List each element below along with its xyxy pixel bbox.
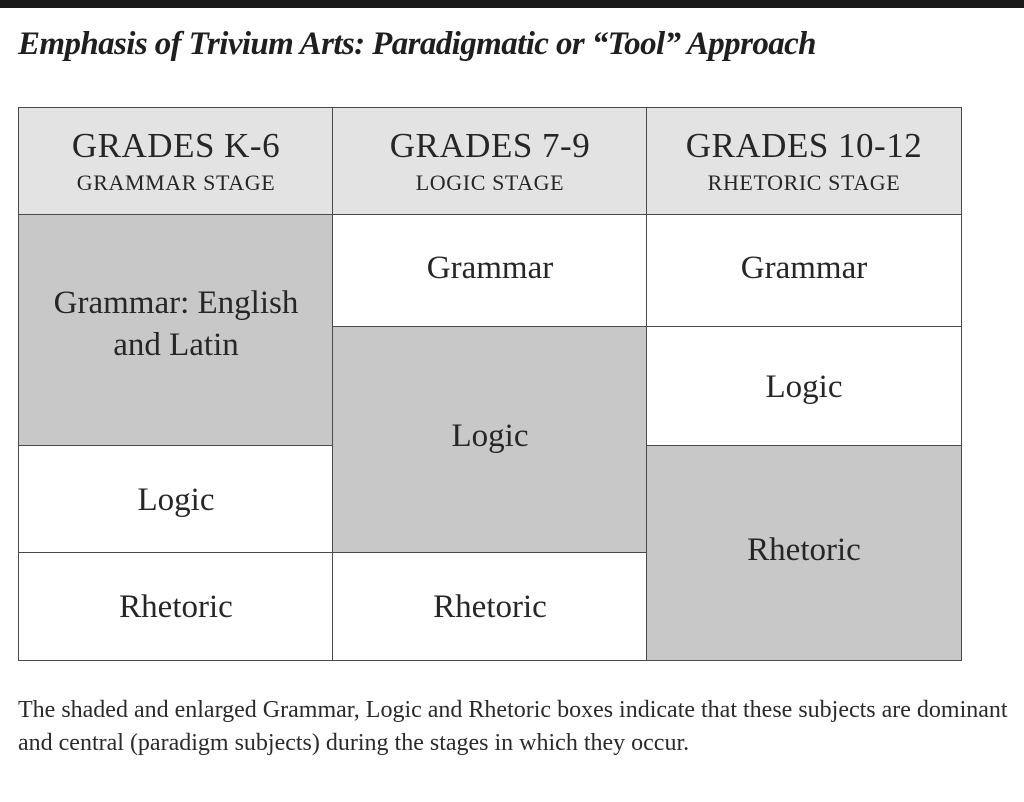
trivium-table (18, 107, 962, 661)
cell-text: Rhetoric (119, 588, 233, 625)
grade-label: GRADES 7-9 (389, 125, 591, 165)
cell-text: Logic (451, 418, 529, 454)
g79-logic-cell (332, 326, 648, 554)
cell-text: Grammar (426, 250, 554, 286)
g79-grammar-cell (332, 214, 648, 328)
cell-text: Rhetoric (433, 588, 547, 625)
g1012-rhetoric-cell (646, 445, 962, 661)
g1012-grammar-cell (646, 214, 962, 328)
stage-label: LOGIC STAGE (415, 169, 565, 195)
cell-text: Logic (137, 481, 215, 518)
cell-text: Grammar: English and Latin (53, 284, 299, 363)
header-grades-7-9 (332, 107, 648, 216)
grade-label: GRADES K-6 (71, 125, 281, 165)
page-title: Emphasis of Trivium Arts: Paradigmatic or “Tool” Approach (18, 26, 816, 62)
cell-text: Grammar (740, 250, 868, 286)
header-grades-k6 (18, 107, 334, 216)
cell-text: Rhetoric (747, 532, 861, 568)
stage-label: GRAMMAR STAGE (76, 169, 276, 195)
caption: The shaded and enlarged Grammar, Logic and Rhetoric boxes indicate that these subjects are dominant and central (paradigm subjects) during the stages in which they occur. (18, 697, 1008, 756)
k6-logic-cell (18, 445, 334, 554)
cell-text: Logic (765, 368, 843, 405)
grade-label: GRADES 10-12 (685, 125, 923, 165)
stage-label: RHETORIC STAGE (707, 169, 901, 195)
g1012-logic-cell (646, 326, 962, 447)
g79-rhetoric-cell (332, 552, 648, 661)
k6-rhetoric-cell (18, 552, 334, 661)
k6-grammar-cell (18, 214, 334, 447)
header-grades-10-12 (646, 107, 962, 216)
top-rule (0, 0, 1024, 8)
